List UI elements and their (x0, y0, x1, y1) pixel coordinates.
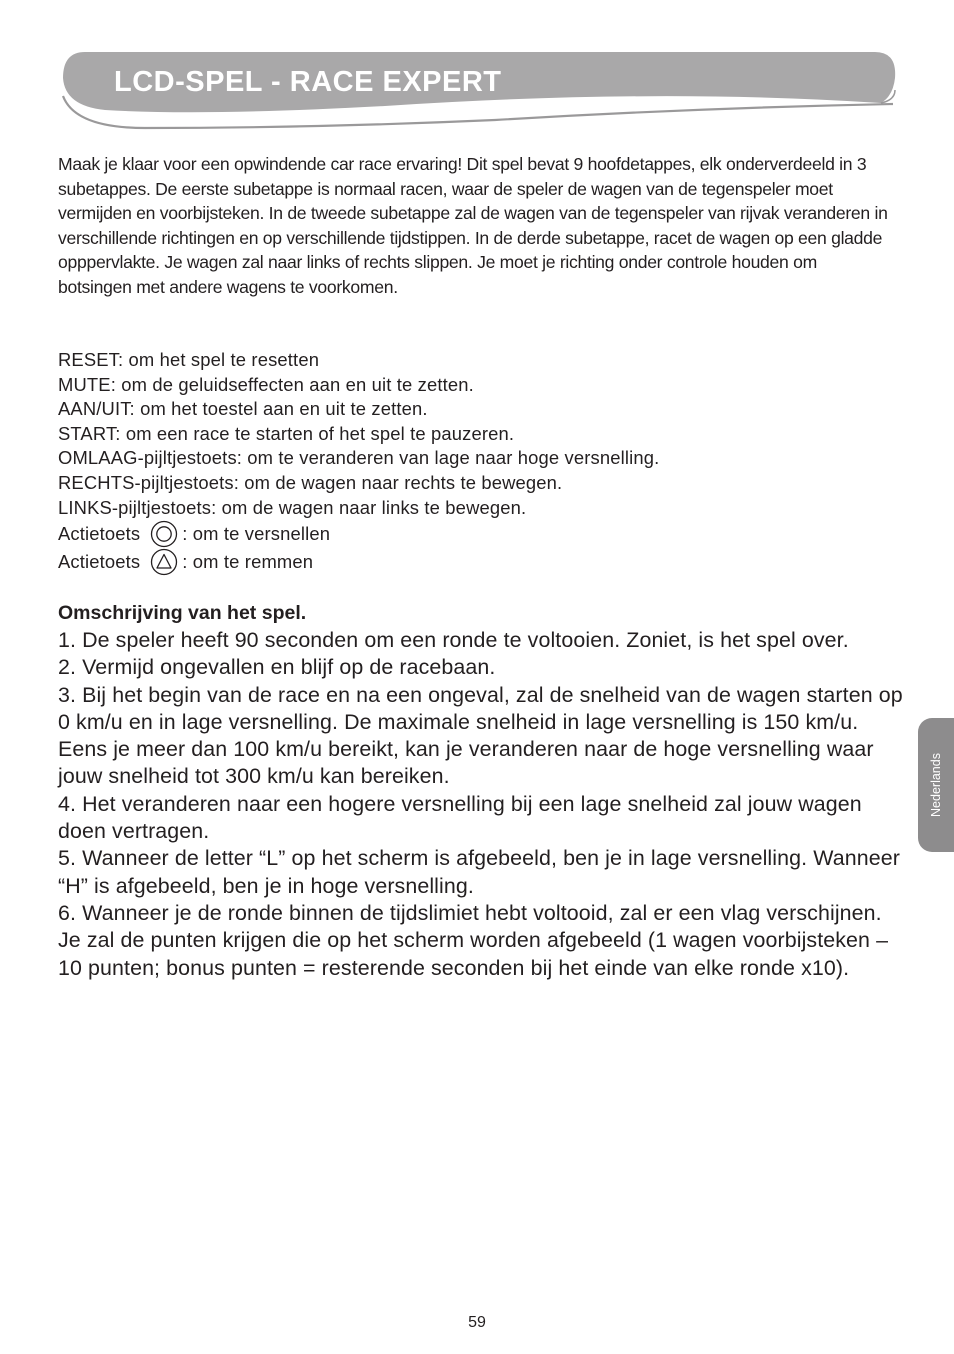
control-mute: MUTE: om de geluidseffecten aan en uit te zetten. (58, 373, 474, 395)
description-item: 6. Wanneer je de ronde binnen de tijdslimiet hebt voltooid, zal er een vlag verschijnen. Je zal de punten krijgen die op het scherm worden afgebeeld (1 wagen voorbijsteken – 10 punten; bonus punten = resterende seconden bij het einde van elke ronde x10). (58, 900, 889, 980)
description-item: 1. De speler heeft 90 seconden om een ronde te voltooien. Zoniet, is het spel over. (58, 628, 849, 652)
action-key-brake (58, 548, 893, 576)
control-reset: RESET: om het spel te resetten (58, 349, 320, 370)
language-tab (918, 718, 954, 852)
page-title: LCD-SPEL - RACE EXPERT (114, 66, 502, 98)
language-tab-label: Nederlands (929, 753, 943, 817)
control-start: START: om een race te starten of het spel te pauzeren. (58, 422, 515, 444)
description-item: 5. Wanneer de letter “L” op het scherm is afgebeeld, ben je in lage versnelling. Wanneer “H” is afgebeeld, ben je in hoge versnelling. (58, 846, 900, 898)
description-item: 3. Bij het begin van de race en na een ongeval, zal de snelheid van de wagen starten op 0 km/u en in lage versnelling. De maximale snelheid in lage versnelling is 150 km/u. Eens je meer dan 100 km/u bereikt, kan je veranderen naar de hoge versnelling waar jouw snelheid tot 300 km/u kan bereiken. (58, 682, 903, 789)
action-key-text: : om te versnellen (182, 523, 331, 545)
circle-button-icon (150, 520, 178, 548)
intro-paragraph: Maak je klaar voor een opwindende car race ervaring! Dit spel bevat 9 hoofdetappes, elk onderverdeeld in 3 subetappes. De eerste subetappe is normaal racen, waar de speler de wagen van de tegenspeler moet vermijden en voorbijsteken. In de tweede subetappe zal de wagen van de tegenspeler van rijvak veranderen in verschillende richtingen en op verschillende tijdstippen. In de derde subetappe, racet de wagen op een gladde opppervlakte. Je wagen zal naar links of rechts slippen. Je moet je richting onder controle houden om botsingen met andere wagens te voorkomen. (58, 154, 888, 297)
triangle-button-icon (150, 548, 178, 576)
action-key-label: Actietoets (58, 523, 141, 545)
description-list (58, 627, 903, 982)
control-down-arrow: OMLAAG-pijltjestoets: om te veranderen van lage naar hoge versnelling. (58, 447, 660, 469)
control-left-arrow: LINKS-pijltjestoets: om de wagen naar links te bewegen. (58, 496, 527, 518)
description-item: 4. Het veranderen naar een hogere versnelling bij een lage snelheid zal jouw wagen doen vertragen. (58, 791, 862, 844)
description-heading: Omschrijving van het spel. (58, 602, 307, 624)
control-power: AAN/UIT: om het toestel aan en uit te zetten. (58, 398, 428, 420)
description-item: 2. Vermijd ongevallen en blijf op de racebaan. (58, 655, 496, 680)
page-number: 59 (468, 1314, 486, 1331)
action-key-accelerate (58, 520, 893, 548)
control-right-arrow: RECHTS-pijltjestoets: om de wagen naar rechts te bewegen. (58, 471, 563, 493)
action-key-text: : om te remmen (182, 551, 314, 573)
action-key-label: Actietoets (58, 551, 141, 573)
controls-list (58, 348, 893, 576)
